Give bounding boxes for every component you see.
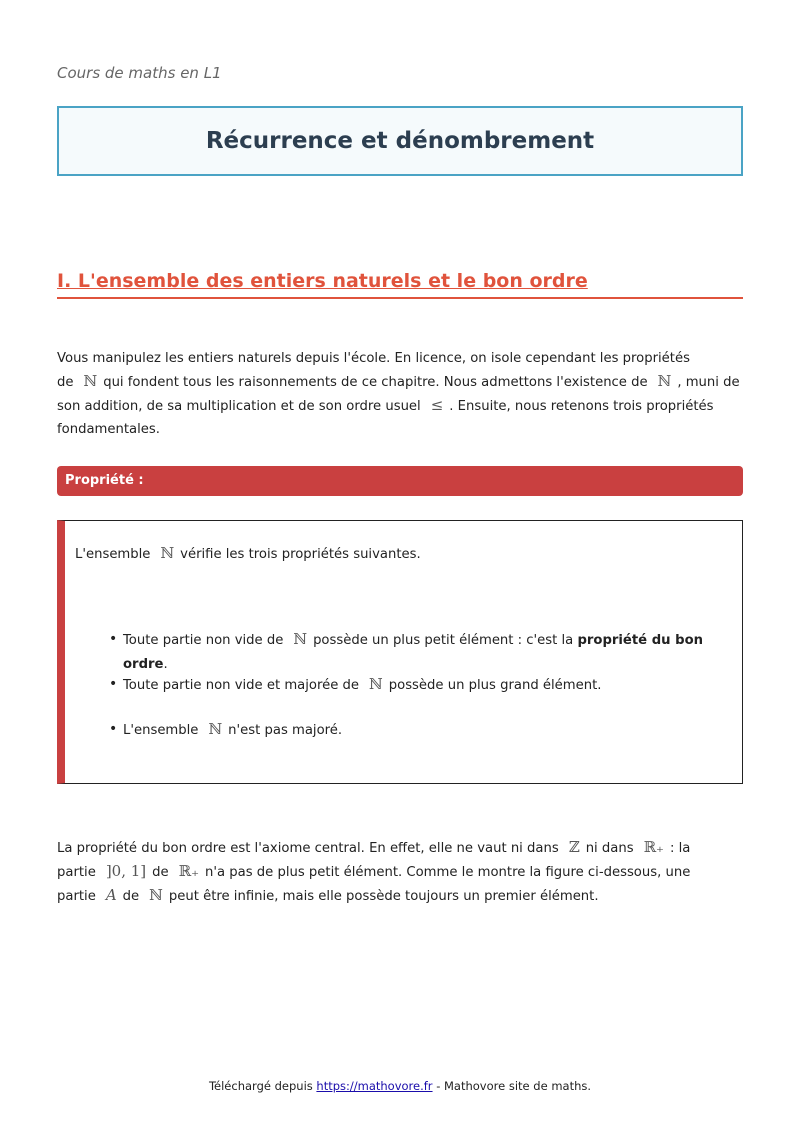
math-positive-reals: ℝ₊ [178, 862, 200, 880]
footer-link[interactable]: https://mathovore.fr [316, 1079, 433, 1093]
property-box [57, 520, 743, 784]
bold-term: propriété du bon ordre [123, 633, 704, 672]
course-subtitle: Cours de maths en L1 [57, 64, 222, 82]
page-title: Récurrence et dénombrement [205, 128, 595, 154]
section-heading: I. L'ensemble des entiers naturels et le bon ordre [57, 270, 588, 292]
title-box [57, 106, 743, 176]
math-naturals: ℕ [149, 886, 163, 904]
property-intro: L'ensemble ℕ vérifie les trois propriétés suivantes. [75, 544, 421, 562]
intro-text-1: Vous manipulez les entiers naturels depuis l'école. En licence, on isole cependant les propriétés de [57, 351, 690, 390]
section-heading-box [57, 268, 743, 299]
math-naturals: ℕ [208, 720, 223, 738]
math-integers: ℤ [568, 838, 580, 856]
intro-text-3: , muni de son addition, de sa multiplication et de son ordre usuel [57, 375, 740, 414]
list-item: • Toute partie non vide de ℕ possède un plus petit élément : c'est la propriété du bon ordre. [105, 627, 742, 672]
math-naturals: ℕ [160, 544, 175, 562]
intro-paragraph [57, 347, 743, 441]
property-header: Propriété : [57, 466, 743, 496]
math-naturals: ℕ [83, 372, 98, 390]
footer: Téléchargé depuis https://mathovore.fr - Mathovore site de maths. [208, 1079, 592, 1093]
math-naturals: ℕ [293, 630, 308, 648]
math-naturals: ℕ [369, 675, 383, 693]
math-set-a: A [105, 886, 117, 904]
math-leq: ≤ [430, 396, 444, 414]
intro-text-2: qui fondent tous les raisonnements de ce chapitre. Nous admettons l'existence de [103, 375, 648, 390]
good-order-paragraph: La propriété du bon ordre est l'axiome central. En effet, elle ne vaut ni dans ℤ ni dans ℝ₊ : la partie ]0, 1] de ℝ₊ n'a pas de plus petit élément. Comme le montre la figure ci-dessous, une partie A de ℕ peut être infinie, mais elle possède toujours un premier élément. [57, 838, 691, 904]
property-list [105, 627, 742, 762]
math-naturals: ℕ [657, 372, 672, 390]
math-positive-reals: ℝ₊ [643, 838, 664, 856]
intro-text-4: . Ensuite, nous retenons trois propriétés fondamentales. [57, 399, 714, 437]
list-item: • L'ensemble ℕ n'est pas majoré. [105, 717, 742, 762]
math-interval: ]0, 1] [105, 862, 147, 880]
list-item: • Toute partie non vide et majorée de ℕ possède un plus grand élément. [105, 672, 742, 717]
